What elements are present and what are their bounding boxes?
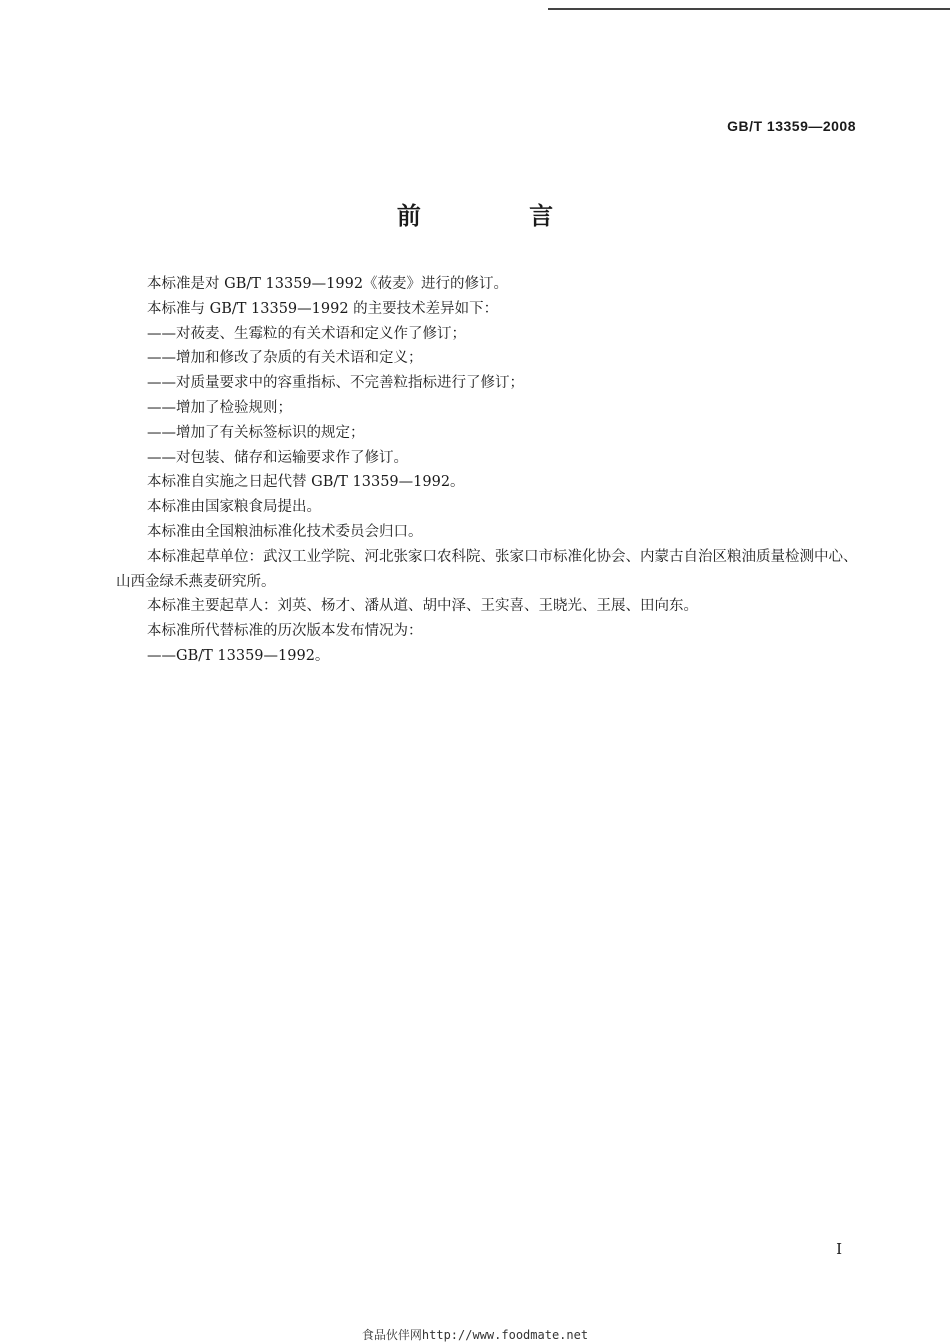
list-item: ——对莜麦、生霉粒的有关术语和定义作了修订； [147,325,466,342]
standard-code: GB/T 13359—2008 [727,118,856,134]
paragraph: 本标准起草单位：武汉工业学院、河北张家口农科院、张家口市标准化协会、内蒙古自治区粮油质量检测中心、山西金绿禾燕麦研究所。 [116,548,858,590]
paragraph: 本标准是对 GB/T 13359—1992《莜麦》进行的修订。 [147,276,509,292]
foreword-body [116,272,858,669]
list-item: ——对质量要求中的容重指标、不完善粒指标进行了修订； [147,375,524,392]
paragraph: 本标准由全国粮油标准化技术委员会归口。 [147,523,423,540]
list-item: ——对包装、储存和运输要求作了修订。 [147,449,408,466]
paragraph: 本标准与 GB/T 13359—1992 的主要技术差异如下： [147,300,499,317]
footer-watermark: 食品伙伴网http://www.foodmate.net [361,1328,589,1342]
list-item: ——GB/T 13359—1992。 [147,647,330,664]
paragraph: 本标准所代替标准的历次版本发布情况为： [147,623,423,640]
list-item: ——增加和修改了杂质的有关术语和定义； [147,350,423,367]
paragraph: 本标准主要起草人：刘英、杨才、潘从道、胡中泽、王实喜、王晓光、王展、田向东。 [147,598,698,615]
page-number: I [836,1240,842,1258]
list-item: ——增加了检验规则； [147,399,292,416]
list-item: ——增加了有关标签标识的规定； [147,424,365,441]
page-title: 前 言 [396,202,604,230]
top-border-rule [548,8,950,10]
paragraph: 本标准自实施之日起代替 GB/T 13359—1992。 [147,474,465,491]
paragraph: 本标准由国家粮食局提出。 [147,499,321,516]
